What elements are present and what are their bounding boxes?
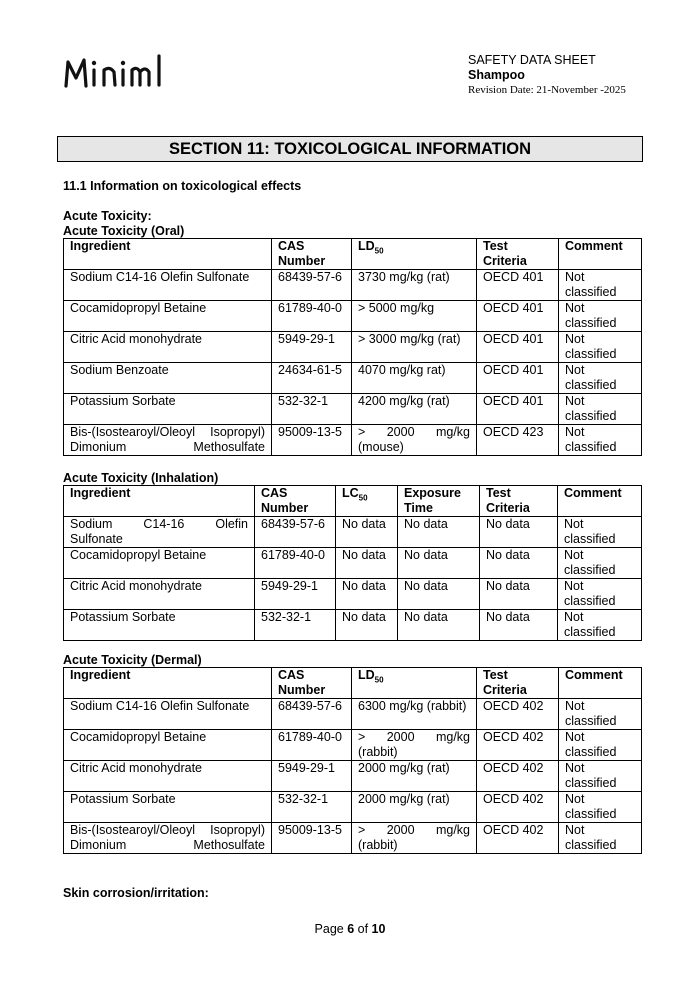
col-comment: Comment	[559, 668, 642, 699]
document-header	[468, 53, 626, 98]
table-cell: 532-32-1	[255, 610, 336, 641]
table-cell: OECD 401	[477, 270, 559, 301]
table-cell: Not classified	[559, 301, 642, 332]
table-cell: Bis-(Isostearoyl/Oleoyl Isopropyl) Dimonium Methosulfate	[64, 425, 272, 456]
table-cell: OECD 402	[477, 823, 559, 854]
inhalation-toxicity-table	[63, 485, 642, 641]
table-cell: Not classified	[559, 270, 642, 301]
table-cell: No data	[336, 579, 398, 610]
table-cell: OECD 423	[477, 425, 559, 456]
table-cell: 2000 mg/kg (rat)	[352, 792, 477, 823]
table-row	[64, 517, 642, 548]
table-cell: Sodium C14-16 Olefin Sulfonate	[64, 699, 272, 730]
acute-toxicity-heading: Acute Toxicity:	[63, 209, 152, 223]
table-cell: Not classified	[559, 730, 642, 761]
table-row	[64, 610, 642, 641]
skin-corrosion-heading: Skin corrosion/irritation:	[63, 886, 209, 900]
doc-type: SAFETY DATA SHEET	[468, 53, 596, 67]
table-cell: No data	[398, 548, 480, 579]
table-cell: No data	[480, 610, 558, 641]
miniml-logo	[62, 50, 172, 92]
table-cell: Sodium C14-16 Olefin Sulfonate	[64, 517, 255, 548]
table-row	[64, 270, 642, 301]
table-cell: 5949-29-1	[255, 579, 336, 610]
table-cell: No data	[480, 517, 558, 548]
product-name: Shampoo	[468, 68, 525, 82]
table-cell: 68439-57-6	[272, 270, 352, 301]
table-cell: 95009-13-5	[272, 425, 352, 456]
table-row	[64, 425, 642, 456]
col-test: Test Criteria	[477, 239, 559, 270]
table-cell: Not classified	[559, 363, 642, 394]
table-cell: Not classified	[558, 610, 642, 641]
table-cell: Not classified	[559, 425, 642, 456]
oral-table-title: Acute Toxicity (Oral)	[63, 224, 185, 238]
table-cell: Citric Acid monohydrate	[64, 761, 272, 792]
col-comment: Comment	[559, 239, 642, 270]
total-pages: 10	[371, 922, 386, 936]
table-cell: Sodium C14-16 Olefin Sulfonate	[64, 270, 272, 301]
table-cell: Not classified	[558, 548, 642, 579]
table-cell: Not classified	[559, 699, 642, 730]
table-cell: 61789-40-0	[272, 730, 352, 761]
section-title: SECTION 11: TOXICOLOGICAL INFORMATION	[57, 136, 643, 162]
table-cell: > 3000 mg/kg (rat)	[352, 332, 477, 363]
table-cell: Sodium Benzoate	[64, 363, 272, 394]
table-cell: Cocamidopropyl Betaine	[64, 301, 272, 332]
table-row	[64, 394, 642, 425]
dermal-table-title: Acute Toxicity (Dermal)	[63, 653, 202, 667]
dermal-toxicity-table	[63, 667, 642, 854]
col-lc50: $LC_{50}$	[336, 486, 398, 517]
table-cell: 95009-13-5	[272, 823, 352, 854]
table-cell: Potassium Sorbate	[64, 394, 272, 425]
table-header-row	[64, 486, 642, 517]
table-cell: 5949-29-1	[272, 761, 352, 792]
col-ingredient: Ingredient	[64, 239, 272, 270]
table-cell: OECD 402	[477, 792, 559, 823]
table-cell: 61789-40-0	[255, 548, 336, 579]
table-row	[64, 579, 642, 610]
table-cell: Potassium Sorbate	[64, 792, 272, 823]
page-footer: Page 6 of 10	[314, 922, 386, 936]
table-cell: No data	[336, 610, 398, 641]
subsection-title: 11.1 Information on toxicological effects	[63, 179, 302, 193]
table-cell: OECD 402	[477, 761, 559, 792]
table-cell: OECD 401	[477, 332, 559, 363]
col-ld50: $LD_{50}$	[352, 668, 477, 699]
table-cell: 3730 mg/kg (rat)	[352, 270, 477, 301]
inhalation-table-title: Acute Toxicity (Inhalation)	[63, 471, 219, 485]
col-cas: CAS Number	[272, 239, 352, 270]
table-cell: No data	[336, 548, 398, 579]
table-cell: No data	[336, 517, 398, 548]
table-cell: Not classified	[559, 761, 642, 792]
col-ingredient: Ingredient	[64, 668, 272, 699]
table-cell: Not classified	[559, 792, 642, 823]
table-row	[64, 699, 642, 730]
table-cell: 5949-29-1	[272, 332, 352, 363]
table-cell: > 2000 mg/kg (mouse)	[352, 425, 477, 456]
table-cell: > 2000 mg/kg (rabbit)	[352, 730, 477, 761]
table-cell: 4200 mg/kg (rat)	[352, 394, 477, 425]
table-row	[64, 301, 642, 332]
table-cell: Not classified	[559, 332, 642, 363]
table-cell: OECD 401	[477, 394, 559, 425]
table-cell: 4070 mg/kg rat)	[352, 363, 477, 394]
table-cell: 2000 mg/kg (rat)	[352, 761, 477, 792]
table-cell: OECD 401	[477, 301, 559, 332]
table-cell: Potassium Sorbate	[64, 610, 255, 641]
table-cell: Bis-(Isostearoyl/Oleoyl Isopropyl) Dimonium Methosulfate	[64, 823, 272, 854]
table-cell: OECD 402	[477, 730, 559, 761]
table-cell: 68439-57-6	[272, 699, 352, 730]
table-row	[64, 792, 642, 823]
table-header-row	[64, 239, 642, 270]
table-cell: Citric Acid monohydrate	[64, 332, 272, 363]
table-cell: 532-32-1	[272, 792, 352, 823]
table-cell: No data	[398, 610, 480, 641]
col-exposure: Exposure Time	[398, 486, 480, 517]
col-cas: CAS Number	[272, 668, 352, 699]
table-cell: 24634-61-5	[272, 363, 352, 394]
current-page: 6	[347, 922, 355, 936]
table-row	[64, 823, 642, 854]
col-comment: Comment	[558, 486, 642, 517]
table-cell: OECD 402	[477, 699, 559, 730]
table-row	[64, 761, 642, 792]
table-cell: No data	[398, 517, 480, 548]
table-cell: > 2000 mg/kg (rabbit)	[352, 823, 477, 854]
table-row	[64, 332, 642, 363]
table-cell: Citric Acid monohydrate	[64, 579, 255, 610]
table-cell: Not classified	[559, 394, 642, 425]
table-cell: OECD 401	[477, 363, 559, 394]
table-cell: No data	[480, 579, 558, 610]
table-header-row	[64, 668, 642, 699]
table-cell: Cocamidopropyl Betaine	[64, 730, 272, 761]
col-test: Test Criteria	[477, 668, 559, 699]
col-cas: CAS Number	[255, 486, 336, 517]
oral-toxicity-table	[63, 238, 642, 456]
table-cell: 68439-57-6	[255, 517, 336, 548]
table-cell: Not classified	[558, 579, 642, 610]
revision-date: Revision Date: 21-November -2025	[468, 84, 626, 96]
table-cell: > 5000 mg/kg	[352, 301, 477, 332]
col-test: Test Criteria	[480, 486, 558, 517]
col-ingredient: Ingredient	[64, 486, 255, 517]
table-cell: Not classified	[559, 823, 642, 854]
table-cell: 61789-40-0	[272, 301, 352, 332]
col-ld50: $LD_{50}$	[352, 239, 477, 270]
table-cell: Not classified	[558, 517, 642, 548]
table-row	[64, 363, 642, 394]
table-cell: 6300 mg/kg (rabbit)	[352, 699, 477, 730]
table-cell: No data	[480, 548, 558, 579]
table-row	[64, 730, 642, 761]
table-row	[64, 548, 642, 579]
table-cell: 532-32-1	[272, 394, 352, 425]
table-cell: No data	[398, 579, 480, 610]
table-cell: Cocamidopropyl Betaine	[64, 548, 255, 579]
